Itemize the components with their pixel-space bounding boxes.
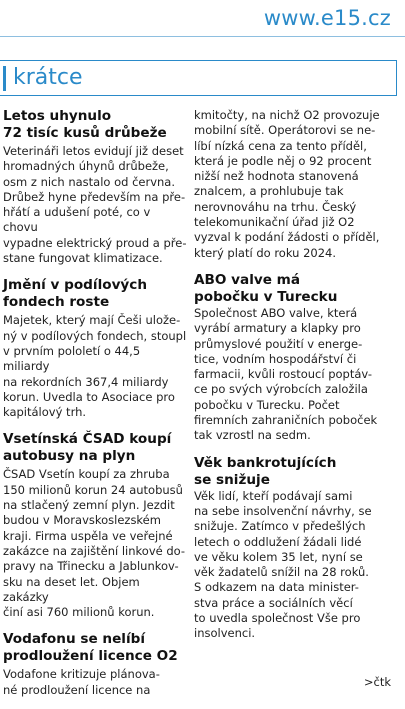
article-headline: Vodafonu se nelíbí prodloužení licence O2 — [3, 631, 178, 665]
article-body: ČSAD Vsetín koupí za zhruba 150 milionů korun 24 autobusů na stlačený zemní plyn. Jezdit budou v Moravskoslezském kraji. Firma uspěla ve veřejné zakázce na zajištění linkové do- pravy na Třinecku a Jablunkov- sku na deset let. Objem zakázky činí asi 760 milionů korun. — [3, 467, 186, 620]
article-poultry — [3, 108, 188, 266]
section-accent-bar — [3, 66, 6, 91]
article-abo-valve — [194, 272, 402, 444]
article-headline: Věk bankrotujících se snižuje — [194, 454, 337, 488]
article-headline: Letos uhynulo 72 tisíc kusů drůbeže — [3, 108, 167, 141]
article-body: Společnost ABO valve, která vyrábí armatury a klapky pro průmyslové použití v energe- tice, vodním hospodářství či farmacii, kvůli rostoucí poptáv- ce po svých výrobcích založila pobočku v Turecku. Počet firemních zahraničních poboček tak vzrostl na sedm. — [194, 305, 378, 443]
article-body: Vodafone kritizuje plánova- né prodloužení licence na — [3, 667, 160, 697]
article-body: Veterináři letos evidují již deset hromadných úhynů drůbeže, osm z nich nastalo od června. Drůbež hyne především na pře- hřátí a udušení poté, co v chovu vypadne elektrický proud a pře- stane fungovat klimatizace. — [3, 144, 187, 266]
article-headline: Jmění v podílových fondech roste — [3, 277, 148, 311]
section-header — [0, 60, 397, 96]
site-url[interactable]: www.e15.cz — [263, 6, 391, 30]
article-headline: Vsetínská ČSAD koupí autobusy na plyn — [3, 431, 172, 465]
article-body: Majetek, který mají Češi ulože- ný v podílových fondech, stoupl v prvním pololetí o 44,5 miliardy na rekordních 367,4 miliardy korun. Uvedla to Asociace pro kapitálový trh. — [3, 313, 187, 420]
left-column — [3, 108, 188, 709]
article-insolvency — [194, 455, 402, 642]
article-vodafone-continued — [194, 108, 402, 261]
section-title: krátce — [13, 65, 83, 90]
article-funds — [3, 277, 188, 420]
author-signature: >čtk — [363, 675, 391, 689]
right-column — [194, 108, 402, 653]
article-csad — [3, 431, 188, 620]
article-vodafone — [3, 631, 188, 698]
article-headline: ABO valve má pobočku v Turecku — [194, 271, 338, 305]
article-body: kmitočty, na nichž O2 provozuje mobilní sítě. Operátorovi se ne- líbí nízká cena za tento příděl, která je podle něj o 92 procent nižší než hodnota stanovená znalcem, a prohlubuje tak nerovnováhu na trhu. Český telekomunikační úřad již O2 vyzval k podání žádosti o příděl, který platí do roku 2024. — [194, 108, 380, 260]
header-divider — [0, 36, 405, 37]
article-body: Věk lidí, kteří podávají sami na sebe insolvenční návrhy, se snižuje. Zatímco v předešlých letech o oddlužení žádali lidé ve věku kolem 35 let, nyní se věk žadatelů snížil na 28 roků. S odkazem na data minister- stva práce a sociálních věcí to uvedla společnost Vše pro insolvenci. — [194, 488, 372, 641]
